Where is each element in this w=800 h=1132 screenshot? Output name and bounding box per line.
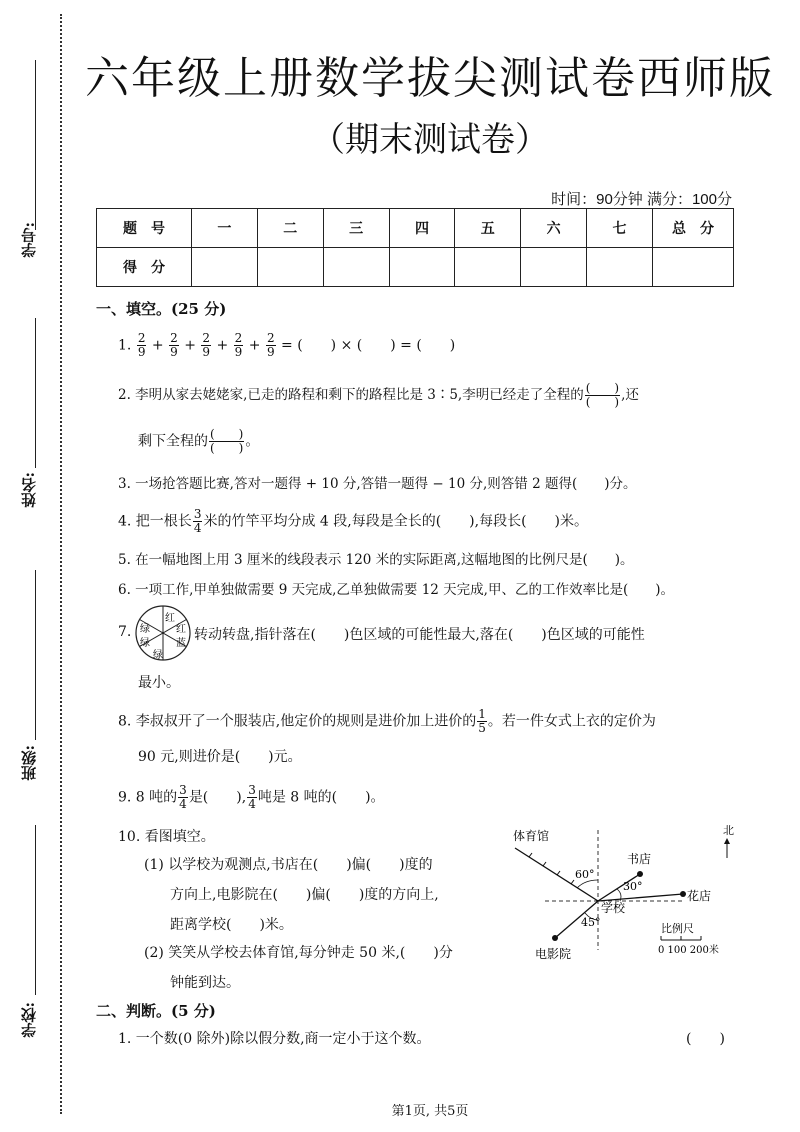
judge-question-1: 1. 一个数(0 除外)除以假分数,商一定小于这个数。: [118, 1031, 431, 1047]
plus-sign: +: [184, 337, 196, 354]
name-label: 姓名:: [20, 472, 38, 508]
class-label: 班级:: [20, 745, 38, 781]
header-cell: 题 号: [97, 209, 192, 248]
spinner-red-label: 红: [176, 624, 186, 635]
flowershop-label: 花店: [687, 889, 712, 903]
question-7-line2: 最小。: [138, 675, 180, 691]
score-cell[interactable]: [521, 248, 587, 287]
numerator: 2: [170, 331, 178, 345]
question-2-line1: [118, 382, 639, 409]
numerator-blank: ( ): [210, 427, 244, 441]
denominator: 9: [266, 345, 275, 359]
score-cell[interactable]: [389, 248, 455, 287]
time-and-score: 时间：90分钟 满分：100分: [551, 191, 732, 208]
cinema-label: 电影院: [535, 947, 572, 961]
student-id-label: 学号:: [20, 222, 38, 258]
score-table-score-row: [97, 248, 734, 287]
binding-dotted-line: [60, 14, 62, 1114]
q1-fraction: [201, 332, 211, 359]
spinner-green-label: 绿: [153, 650, 163, 661]
angle-arc-60: [577, 880, 598, 888]
q1-number: 1.: [118, 337, 132, 354]
angle-30-label: 30°: [623, 880, 643, 893]
plus-sign: +: [151, 337, 164, 354]
score-label-cell: 得 分: [97, 248, 192, 287]
question-7-text: 转动转盘,指针落在( )色区域的可能性最大,落在( )色区域的可能性: [194, 627, 645, 643]
angle-60-label: 60°: [575, 868, 595, 881]
spinner-green-label: 绿: [140, 624, 150, 635]
q7-number: 7.: [118, 624, 132, 640]
plus-sign: +: [216, 337, 229, 354]
q9-text: 吨是 8 吨的( )。: [257, 789, 385, 806]
flowershop-point: [680, 891, 686, 897]
denominator-blank: ( ): [210, 441, 244, 455]
gym-label: 体育馆: [513, 829, 550, 843]
bookstore-point: [637, 871, 643, 877]
direction-map-diagram: [505, 820, 745, 965]
header-cell: 总 分: [653, 209, 734, 248]
score-table: [96, 208, 734, 287]
plus-sign: +: [248, 337, 261, 354]
q1-fraction: [137, 332, 147, 359]
score-cell[interactable]: [455, 248, 521, 287]
numerator: 3: [193, 507, 202, 521]
bookstore-label: 书店: [627, 852, 652, 866]
denominator: 5: [478, 721, 486, 735]
spinner-wheel-icon: [134, 604, 192, 662]
q8-fraction: [477, 708, 487, 735]
q1-fraction: [266, 332, 276, 359]
question-3: 3. 一场抢答题比赛,答对一题得 + 10 分,答错一题得 − 10 分,则答错 2 题得( )分。: [118, 476, 637, 492]
q8-text: 。若一件女式上衣的定价为: [487, 713, 656, 730]
numerator: 3: [179, 783, 187, 797]
score-cell[interactable]: [587, 248, 653, 287]
question-10: 10. 看图填空。: [118, 829, 215, 845]
question-10-2-line1: (2) 笑笑从学校去体育馆,每分钟走 50 米,( )分: [144, 945, 453, 961]
north-arrowhead-icon: [724, 838, 730, 844]
q9-text: 9. 8 吨的: [118, 789, 178, 806]
numerator: 3: [248, 783, 256, 797]
numerator: 1: [478, 707, 486, 721]
numerator: 2: [202, 331, 211, 345]
spinner-green-label: 绿: [140, 638, 150, 649]
question-6: 6. 一项工作,甲单独做需要 9 天完成,乙单独做需要 12 天完成,甲、乙的工作效率比是( )。: [118, 582, 675, 598]
gym-line-ticks: [529, 853, 574, 884]
q2-text: 剩下全程的: [138, 433, 208, 450]
judge-answer-blank[interactable]: ( ): [686, 1031, 725, 1047]
page-footer: 第1页, 共5页: [391, 1104, 469, 1119]
denominator-blank: ( ): [585, 395, 620, 409]
numerator: 2: [137, 331, 146, 345]
q2-blank-fraction[interactable]: [209, 428, 244, 455]
scale-title: 比例尺: [661, 922, 694, 935]
q1-tail: = ( ) × ( ) = ( ): [281, 337, 456, 354]
name-line: [35, 318, 36, 468]
header-cell: 二: [257, 209, 323, 248]
page-subtitle: （期末测试卷）: [311, 120, 549, 160]
q4-text: 米的竹竿平均分成 4 段,每段是全长的( ),每段长( )米。: [203, 513, 589, 530]
school-label: 学校: [601, 901, 626, 915]
section1-title: 一、填空。(25 分): [96, 300, 227, 318]
q1-fraction: [234, 332, 244, 359]
denominator: 9: [170, 345, 178, 359]
q8-text: 8. 李叔叔开了一个服装店,他定价的规则是进价加上进价的: [118, 713, 477, 730]
question-10-1-line1: (1) 以学校为观测点,书店在( )偏( )度的: [144, 857, 433, 873]
question-10-2-line2: 钟能到达。: [170, 975, 240, 991]
question-8-line1: [118, 708, 656, 735]
header-cell: 五: [455, 209, 521, 248]
score-cell[interactable]: [192, 248, 258, 287]
score-cell[interactable]: [257, 248, 323, 287]
student-id-line: [35, 60, 36, 230]
question-7-line1: [118, 624, 131, 640]
question-1: [118, 332, 455, 359]
page-title: 六年级上册数学拔尖测试卷西师版: [85, 53, 775, 104]
question-10-1-line2: 方向上,电影院在( )偏( )度的方向上,: [170, 887, 439, 903]
score-table-header-row: [97, 209, 734, 248]
header-cell: 六: [521, 209, 587, 248]
question-5: 5. 在一幅地图上用 3 厘米的线段表示 120 米的实际距离,这幅地图的比例尺是( )。: [118, 552, 634, 568]
header-cell: 七: [587, 209, 653, 248]
spinner-blue-label: 蓝: [176, 638, 186, 649]
section2-title: 二、判断。(5 分): [96, 1002, 216, 1020]
question-4: [118, 508, 588, 535]
school-line: [35, 825, 36, 995]
q4-text: 4. 把一根长: [118, 513, 192, 530]
denominator: 9: [202, 345, 211, 359]
denominator: 4: [193, 521, 202, 535]
q1-fraction: [169, 332, 179, 359]
q9-text: 是( ),: [188, 789, 247, 806]
question-2-line2: [138, 428, 259, 455]
cinema-point: [552, 935, 558, 941]
header-cell: 一: [192, 209, 258, 248]
question-9: [118, 784, 385, 811]
denominator: 4: [248, 797, 256, 811]
score-cell[interactable]: [653, 248, 734, 287]
class-line: [35, 570, 36, 740]
spinner-red-label: 红: [165, 613, 175, 624]
numerator: 2: [266, 331, 275, 345]
header-cell: 四: [389, 209, 455, 248]
header-cell: 三: [323, 209, 389, 248]
q9-fraction: [178, 784, 188, 811]
q2-blank-fraction[interactable]: [585, 382, 620, 409]
school-label: 学校:: [20, 1002, 38, 1038]
flowershop-line: [598, 894, 683, 901]
scale-ticks: 0 100 200米: [658, 945, 719, 956]
denominator: 9: [234, 345, 243, 359]
angle-45-label: 45°: [581, 916, 601, 929]
question-10-1-line3: 距离学校( )米。: [170, 917, 293, 933]
north-label: 北: [723, 824, 734, 837]
numerator-blank: ( ): [585, 381, 620, 395]
q9-fraction: [247, 784, 257, 811]
question-8-line2: 90 元,则进价是( )元。: [138, 749, 302, 765]
q2-text: ,还: [621, 387, 639, 403]
denominator: 9: [137, 345, 146, 359]
numerator: 2: [234, 331, 243, 345]
q2-text: 2. 李明从家去姥姥家,已走的路程和剩下的路程比是 3∶5,李明已经走了全程的: [118, 387, 584, 403]
denominator: 4: [179, 797, 187, 811]
q2-text: 。: [245, 433, 260, 450]
q4-fraction: [193, 508, 203, 535]
score-cell[interactable]: [323, 248, 389, 287]
